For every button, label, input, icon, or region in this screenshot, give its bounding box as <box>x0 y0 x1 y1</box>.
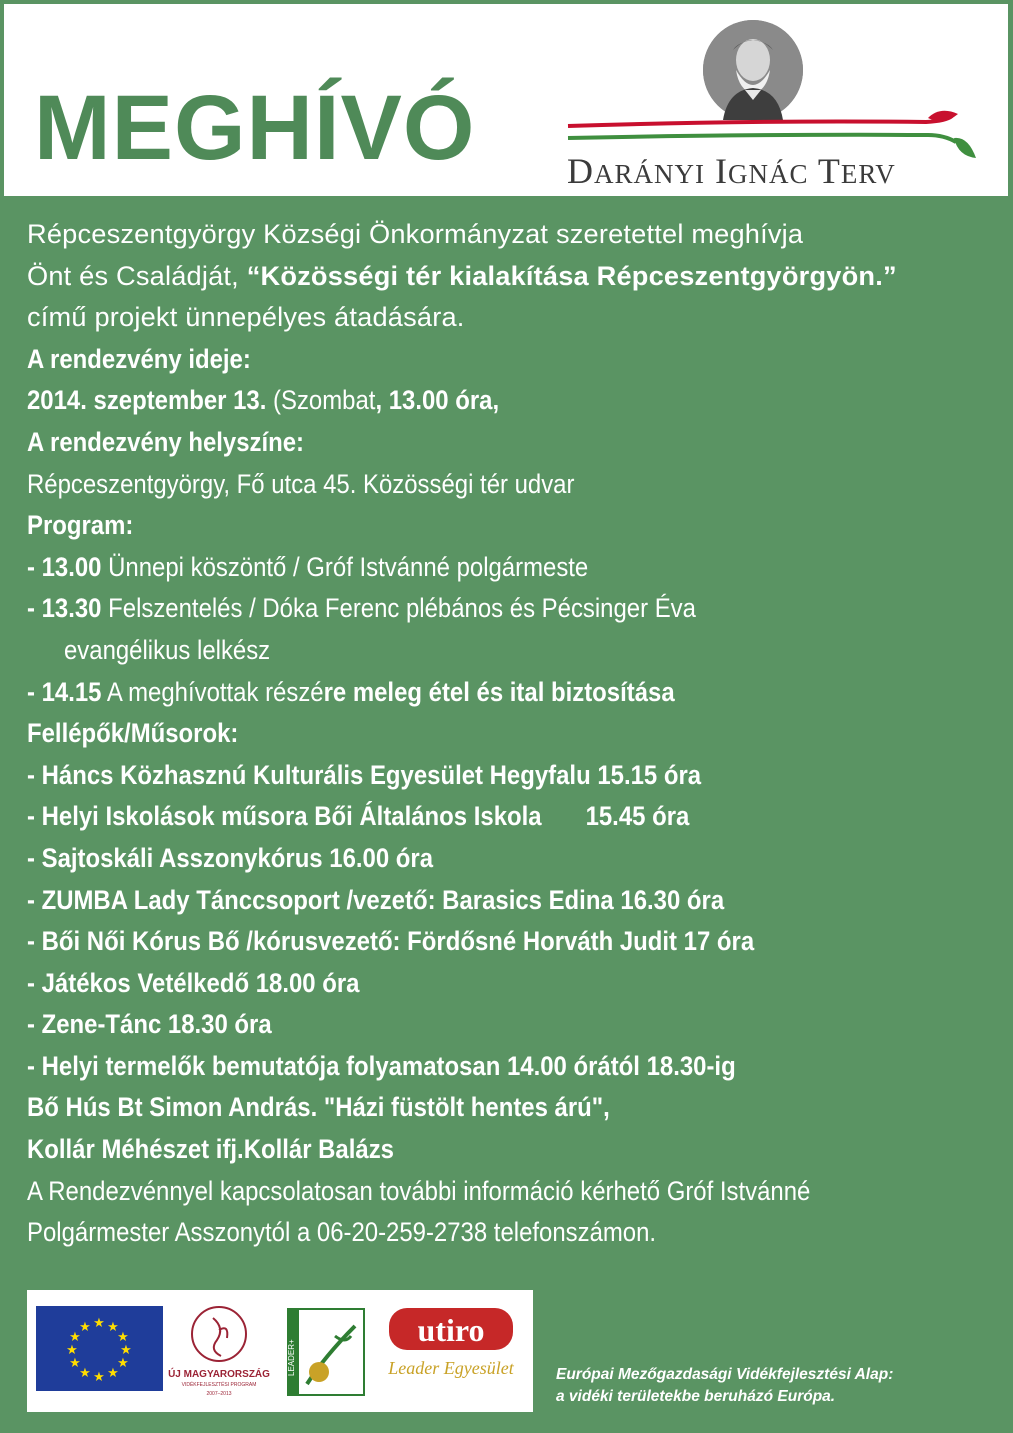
svg-text:LEADER+: LEADER+ <box>287 1339 296 1376</box>
performer-6: - Játékos Vetélkedő 18.00 óra <box>27 966 360 998</box>
program-item-2: - 13.30 Felszentelés / Dóka Ferenc plébános és Pécsinger Éva <box>27 592 696 624</box>
time-label: A rendezvény ideje: <box>27 342 251 374</box>
svg-text:★: ★ <box>69 1330 81 1345</box>
svg-text:★: ★ <box>117 1330 129 1345</box>
svg-text:★: ★ <box>66 1343 78 1358</box>
performer-8: - Helyi termelők bemutatója folyamatosan 14.00 órától 18.30-ig <box>27 1049 736 1081</box>
performer-7: - Zene-Tánc 18.30 óra <box>27 1008 272 1040</box>
utiro-leader-logo <box>377 1306 527 1391</box>
svg-text:ÚJ MAGYARORSZÁG: ÚJ MAGYARORSZÁG <box>168 1369 270 1380</box>
eu-flag-icon <box>36 1306 163 1391</box>
svg-text:★: ★ <box>93 1316 105 1331</box>
uj-magyarorszag-logo <box>168 1298 299 1404</box>
footer-line-2: a vidéki területekbe beruházó Európa. <box>556 1388 836 1405</box>
sponsor-logos <box>27 1290 533 1412</box>
svg-text:Leader Egyesület: Leader Egyesület <box>388 1358 514 1378</box>
program-item-1: - 13.00 Ünnepi köszöntő / Gróf Istvánné polgármeste <box>27 550 589 582</box>
svg-text:★: ★ <box>79 1366 91 1381</box>
darányi-ignác-terv-logo: DARÁNYI IGNÁC TERV <box>567 151 896 191</box>
portrait-logo <box>703 20 803 120</box>
svg-text:★: ★ <box>93 1370 105 1385</box>
performer-3: - Sajtoskáli Asszonykórus 16.00 óra <box>27 841 434 873</box>
performer-5: - Bői Női Kórus Bő /kórusvezető: Fördősné Horváth Judit 17 óra <box>27 925 755 957</box>
svg-text:★: ★ <box>69 1356 81 1371</box>
page-title: MEGHÍVÓ <box>34 77 476 179</box>
performer-9: Bő Hús Bt Simon András. "Házi füstölt hentes árú", <box>27 1091 610 1123</box>
footer-text <box>556 1364 996 1408</box>
program-item-3: - 14.15 A meghívottak részére meleg étel és ital biztosítása <box>27 675 675 707</box>
svg-text:★: ★ <box>79 1320 91 1335</box>
performers-label: Fellépők/Műsorok: <box>27 717 239 749</box>
svg-text:★: ★ <box>107 1320 119 1335</box>
info-line-2: Polgármester Asszonytól a 06-20-259-2738 telefonszámon. <box>27 1216 657 1248</box>
program-item-2-cont: evangélikus lelkész <box>64 633 271 665</box>
program-label: Program: <box>27 509 134 541</box>
svg-text:★: ★ <box>120 1343 132 1358</box>
place-label: A rendezvény helyszíne: <box>27 425 305 457</box>
svg-text:VIDÉKFEJLESZTÉSI PROGRAM: VIDÉKFEJLESZTÉSI PROGRAM <box>181 1382 257 1388</box>
performer-1: - Háncs Közhasznú Kulturális Egyesület Hegyfalu 15.15 óra <box>27 758 702 790</box>
svg-text:2007–2013: 2007–2013 <box>206 1391 232 1397</box>
footer-line-1: Európai Mezőgazdasági Vidékfejlesztési Alap: <box>556 1366 894 1383</box>
event-time: 2014. szeptember 13. (Szombat, 13.00 óra, <box>27 384 500 416</box>
performer-2: - Helyi Iskolások műsora Bői Általános Iskola 15.45 óra <box>27 800 690 832</box>
svg-text:utiro: utiro <box>417 1312 485 1348</box>
performer-4: - ZUMBA Lady Tánccsoport /vezető: Barasics Edina 16.30 óra <box>27 883 725 915</box>
event-place: Répceszentgyörgy, Fő utca 45. Közösségi tér udvar <box>27 467 575 499</box>
intro-line-3: című projekt ünnepélyes átadására. <box>27 301 465 333</box>
svg-text:★: ★ <box>107 1366 119 1381</box>
leader-logo <box>285 1306 367 1398</box>
performer-10: Kollár Méhészet ifj.Kollár Balázs <box>27 1133 394 1165</box>
intro-line-1: Répceszentgyörgy Községi Önkormányzat szeretettel meghívja <box>27 218 804 249</box>
info-line-1: A Rendezvénnyel kapcsolatosan további információ kérhető Gróf Istvánné <box>27 1174 811 1206</box>
svg-text:★: ★ <box>117 1356 129 1371</box>
invitation-body <box>27 213 1002 1253</box>
intro-line-2: Önt és Családját, “Közösségi tér kialakítása Répceszentgyörgyön.” <box>27 259 897 291</box>
